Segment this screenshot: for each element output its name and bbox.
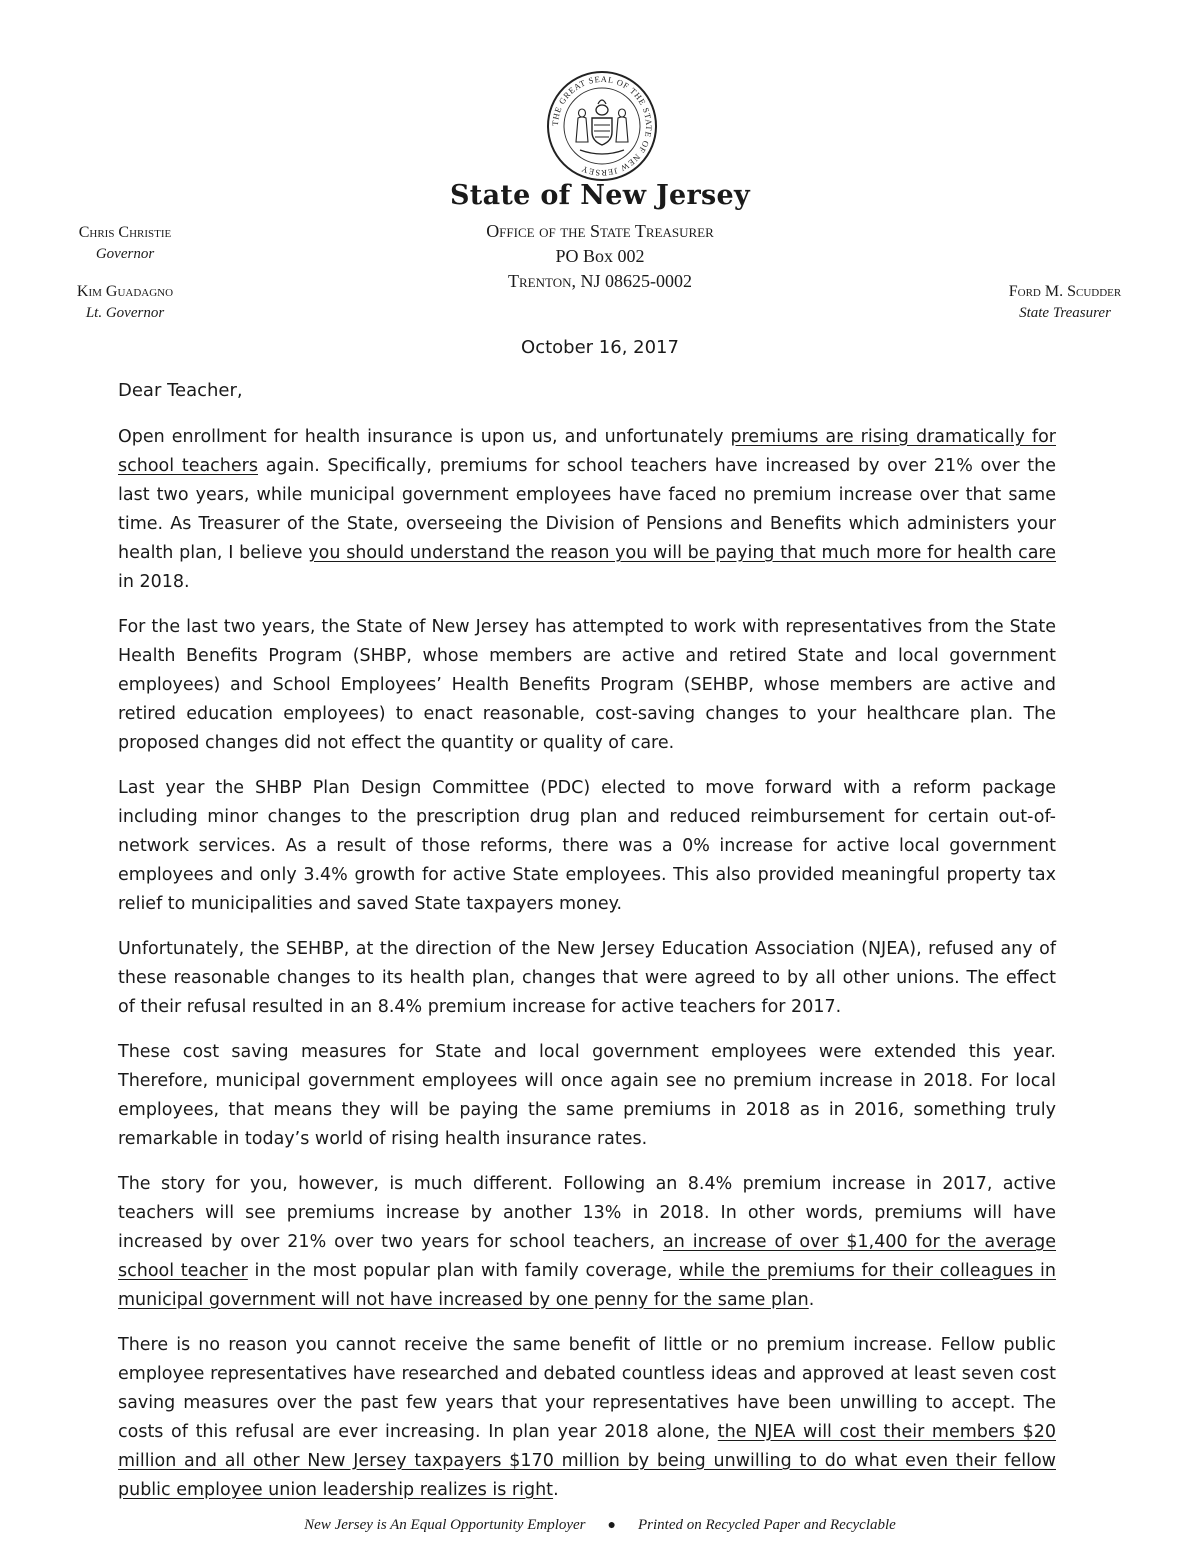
body-paragraph — [118, 1038, 1056, 1154]
lt-governor-name: Kim Guadagno — [76, 283, 174, 300]
lt-governor-title: Lt. Governor — [85, 305, 165, 321]
governor-title: Governor — [95, 246, 155, 262]
office-po-box: PO Box 002 — [555, 246, 645, 266]
paragraph-text: in the most popular plan with family coverage, — [247, 1261, 679, 1281]
footer-recycled: Printed on Recycled Paper and Recyclable — [638, 1517, 896, 1533]
state-seal-logo — [546, 70, 658, 182]
body-paragraph — [118, 1331, 1056, 1505]
paragraph-text: These cost saving measures for State and local government employees were extended this year. Therefore, municipal government employees will once again see no premium increase in 2018. For local employees, that means they will be paying the same premiums in 2018 as in 2016, something truly remarkable in today’s world of rising health insurance rates. — [118, 1042, 1056, 1149]
body-paragraph — [118, 423, 1056, 597]
letter-body — [118, 423, 1056, 1521]
underlined-text: premiums are rising dramatically for school teachers — [118, 427, 1056, 476]
salutation: Dear Teacher, — [118, 380, 243, 401]
underlined-text: the NJEA will cost their members $20 million and all other New Jersey taxpayers $170 million by being unwilling to do what even their fellow public employee union leadership realizes is right — [118, 1422, 1057, 1500]
bullet-separator-icon: ● — [607, 1518, 616, 1533]
body-paragraph — [118, 1170, 1056, 1315]
underlined-text: while the premiums for their colleagues in municipal government will not have increased by one penny for the same plan — [118, 1261, 1057, 1310]
paragraph-text: in 2018. — [118, 572, 190, 592]
paragraph-text: Last year the SHBP Plan Design Committee (PDC) elected to move forward with a reform package including minor changes to the prescription drug plan and reduced reimbursement for certain out-of-network services. As a result of those reforms, there was a 0% increase for active local government employees and only 3.4% growth for active State employees. This also provided meaningful property tax relief to municipalities and saved State taxpayers money. — [118, 778, 1056, 914]
office-title: Office of the State Treasurer — [486, 221, 714, 241]
treasurer-name: Ford M. Scudder — [1008, 283, 1122, 300]
state-name-heading: State of New Jersey — [450, 180, 750, 211]
body-paragraph — [118, 613, 1056, 758]
paragraph-text: again. Specifically, premiums for school teachers have increased by over 21% over the last two years, while municipal government employees have faced no premium increase over that same time. As Treasurer of the State, overseeing the Division of Pensions and Benefits which administers your health plan, I believe — [118, 456, 1057, 563]
paragraph-text: . — [553, 1480, 559, 1500]
body-paragraph — [118, 774, 1056, 919]
underlined-text: you should understand the reason you will be paying that much more for health care — [308, 543, 1056, 563]
footer — [0, 1517, 1200, 1534]
paragraph-text: . — [808, 1290, 815, 1310]
paragraph-text: Open enrollment for health insurance is upon us, and unfortunately — [118, 427, 731, 447]
paragraph-text: Unfortunately, the SEHBP, at the direction of the New Jersey Education Association (NJEA), refused any of these reasonable changes to its health plan, changes that were agreed to by all other unions. The effect of their refusal resulted in an 8.4% premium increase for active teachers for 2017. — [118, 939, 1056, 1017]
underlined-text: an increase of over $1,400 for the average school teacher — [118, 1232, 1057, 1281]
letter-date: October 16, 2017 — [521, 337, 679, 358]
footer-equal-opportunity: New Jersey is An Equal Opportunity Employer — [304, 1517, 586, 1533]
paragraph-text: The story for you, however, is much different. Following an 8.4% premium increase in 2017, active teachers will see premiums increase by another 13% in 2018. In other words, premiums will have increased by over 21% over two years for school teachers, — [118, 1174, 1056, 1252]
svg-text:THE GREAT SEAL OF THE STATE OF — [550, 74, 654, 178]
paragraph-text: There is no reason you cannot receive the same benefit of little or no premium increase. Fellow public employee representatives have researched and debated countless ideas and approved at least seven cost saving measures over the past few years that your representatives have been unwilling to accept. The costs of this refusal are ever increasing. In plan year 2018 alone, — [118, 1335, 1056, 1442]
office-city: Trenton, NJ 08625-0002 — [508, 271, 692, 291]
governor-name: Chris Christie — [78, 224, 172, 241]
body-paragraph — [118, 935, 1056, 1022]
seal-text: THE GREAT SEAL OF THE STATE OF NEW JERSEY — [549, 73, 655, 179]
paragraph-text: For the last two years, the State of New Jersey has attempted to work with representatives from the State Health Benefits Program (SHBP, whose members are active and retired State and local government employees) and School Employees’ Health Benefits Program (SEHBP, whose members are active and retired education employees) to enact reasonable, cost-saving changes to your healthcare plan. The proposed changes did not effect the quantity or quality of care. — [118, 617, 1056, 753]
treasurer-title: State Treasurer — [1019, 305, 1111, 321]
